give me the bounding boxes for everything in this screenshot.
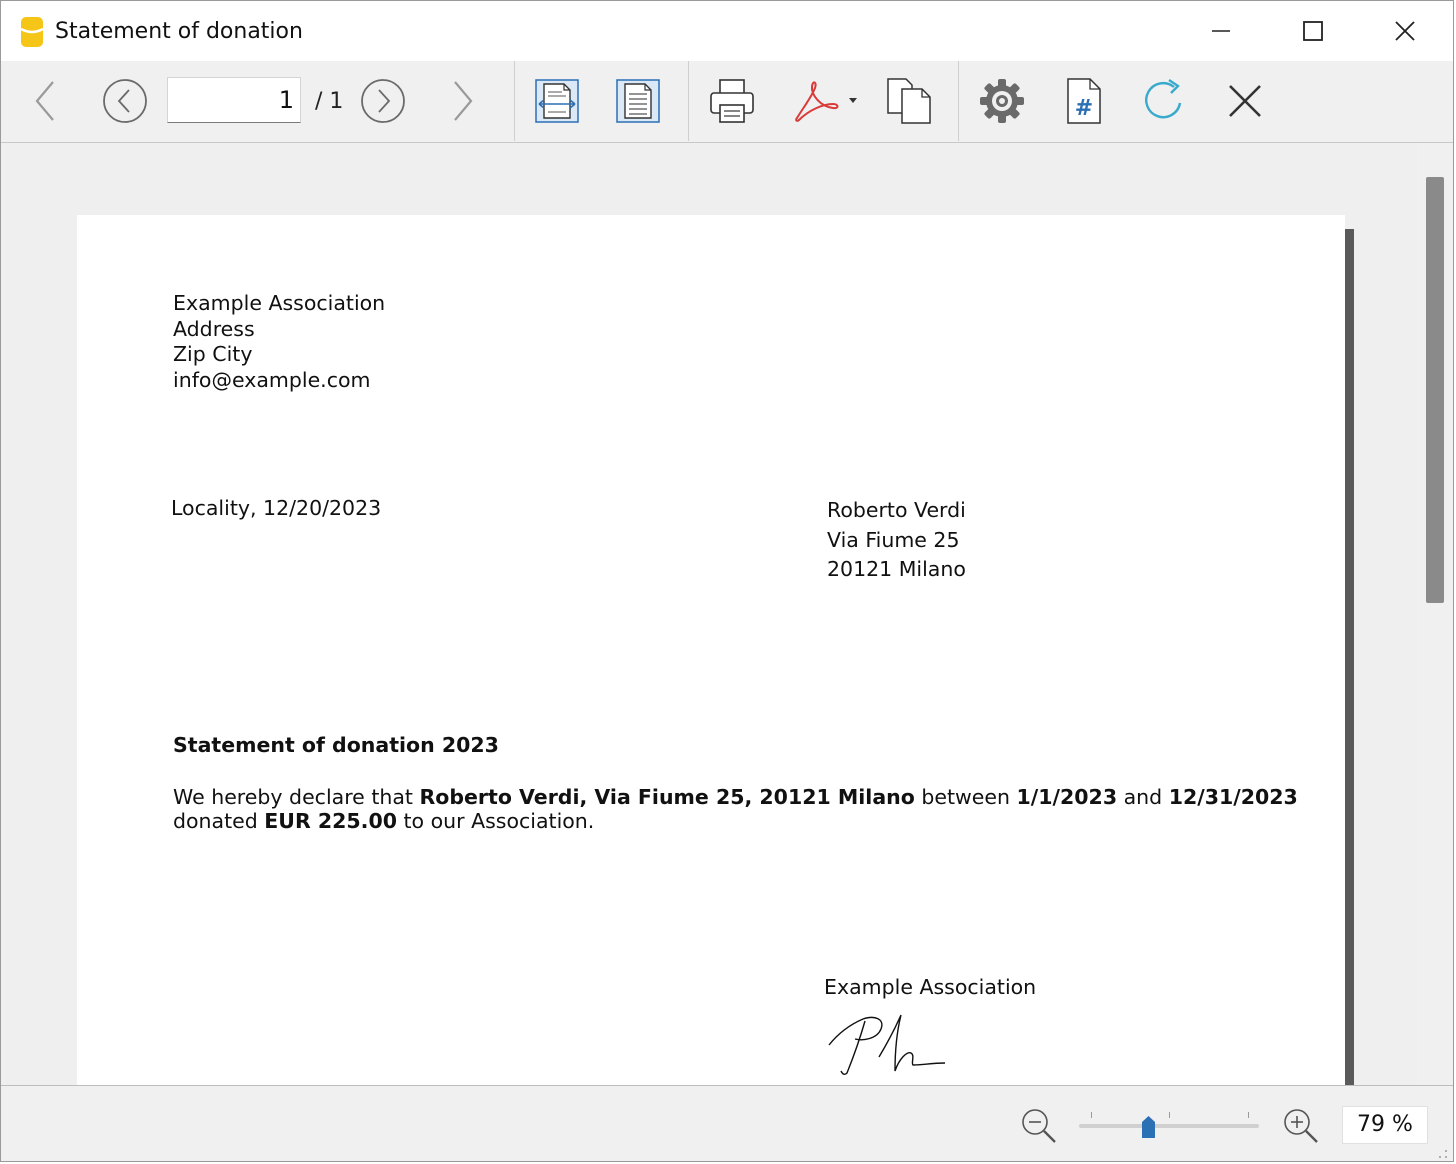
status-bar <box>1 1085 1453 1162</box>
page-number-settings-button[interactable] <box>1059 77 1109 125</box>
close-icon <box>1227 83 1263 119</box>
recipient-line: Via Fiume 25 <box>827 527 960 552</box>
toolbar <box>1 61 1453 143</box>
end-date: 12/31/2023 <box>1168 785 1298 809</box>
slider-tick <box>1091 1112 1092 1118</box>
circle-next-icon <box>360 78 406 124</box>
recipient-line: 20121 Milano <box>827 557 966 581</box>
document-page <box>77 215 1345 1085</box>
document-viewer[interactable] <box>5 143 1417 1085</box>
circle-prev-icon <box>102 78 148 124</box>
zoom-out-icon[interactable] <box>1019 1106 1059 1146</box>
statement-body <box>173 786 1298 833</box>
zoom-slider-thumb[interactable] <box>1142 1116 1155 1138</box>
body-line-1 <box>173 786 1298 810</box>
slider-tick <box>1248 1112 1249 1118</box>
signature-organization: Example Association <box>824 975 1037 999</box>
maximize-button[interactable] <box>1267 1 1359 61</box>
handwritten-signature <box>825 1009 949 1079</box>
toolbar-separator <box>514 61 515 141</box>
printer-icon <box>708 78 756 124</box>
refresh-icon <box>1140 77 1188 125</box>
title-bar <box>1 1 1453 61</box>
first-page-button[interactable] <box>27 77 63 125</box>
last-page-button[interactable] <box>445 77 481 125</box>
toolbar-separator <box>958 61 959 141</box>
sender-line: info@example.com <box>173 367 371 392</box>
settings-button[interactable] <box>977 77 1027 125</box>
body-text: to our Association. <box>396 808 595 833</box>
recipient-line: Roberto Verdi <box>827 498 966 522</box>
page-total: / 1 <box>315 89 344 114</box>
sender-line: Zip City <box>173 342 253 366</box>
minimize-button[interactable] <box>1175 1 1267 61</box>
body-text: donated <box>173 808 265 833</box>
fit-page-icon <box>615 78 661 124</box>
sender-line: Address <box>173 316 255 341</box>
fit-width-icon <box>534 78 580 124</box>
zoom-in-icon[interactable] <box>1281 1106 1321 1146</box>
fit-page-button[interactable] <box>614 77 662 125</box>
donor-details: Roberto Verdi, Via Fiume 25, 20121 Milano <box>419 785 915 809</box>
export-pdf-button[interactable] <box>787 77 863 125</box>
gear-icon <box>978 77 1026 125</box>
chevron-right-icon <box>451 80 475 122</box>
close-preview-button[interactable] <box>1221 77 1269 125</box>
close-icon <box>1394 20 1416 42</box>
previous-page-button[interactable] <box>101 77 149 125</box>
body-line-2 <box>173 810 1298 834</box>
print-button[interactable] <box>707 77 757 125</box>
page-number-input[interactable]: 1 <box>167 77 301 123</box>
toolbar-separator <box>688 61 689 141</box>
fit-width-button[interactable] <box>533 77 581 125</box>
pdf-icon <box>789 78 861 124</box>
window-title: Statement of donation <box>55 19 303 44</box>
slider-tick <box>1169 1112 1170 1118</box>
next-page-button[interactable] <box>359 77 407 125</box>
body-text: between <box>914 785 1017 809</box>
resize-grip-icon[interactable] <box>1437 1148 1449 1160</box>
statement-heading: Statement of donation 2023 <box>173 733 499 757</box>
vertical-scrollbar[interactable] <box>1417 143 1454 1085</box>
sender-line: Example Association <box>173 291 386 315</box>
copy-button[interactable] <box>883 77 933 125</box>
donation-amount: EUR 225.00 <box>264 808 397 833</box>
maximize-icon <box>1302 20 1324 42</box>
chevron-left-icon <box>33 80 57 122</box>
place-date: Locality, 12/20/2023 <box>171 496 382 520</box>
app-icon <box>19 15 47 49</box>
minimize-icon <box>1211 21 1231 41</box>
start-date: 1/1/2023 <box>1016 785 1118 809</box>
svg-text:#: # <box>1074 96 1094 121</box>
recipient-address <box>827 496 966 585</box>
zoom-slider[interactable] <box>1079 1124 1259 1128</box>
copy-icon <box>884 77 932 125</box>
body-text: and <box>1117 785 1169 809</box>
refresh-button[interactable] <box>1139 77 1189 125</box>
sender-address <box>173 291 385 393</box>
page-number-icon <box>1064 77 1104 125</box>
scrollbar-thumb[interactable] <box>1426 177 1444 603</box>
zoom-percentage-field[interactable]: 79 % <box>1342 1106 1428 1144</box>
body-text: We hereby declare that <box>173 785 420 809</box>
close-window-button[interactable] <box>1359 1 1451 61</box>
